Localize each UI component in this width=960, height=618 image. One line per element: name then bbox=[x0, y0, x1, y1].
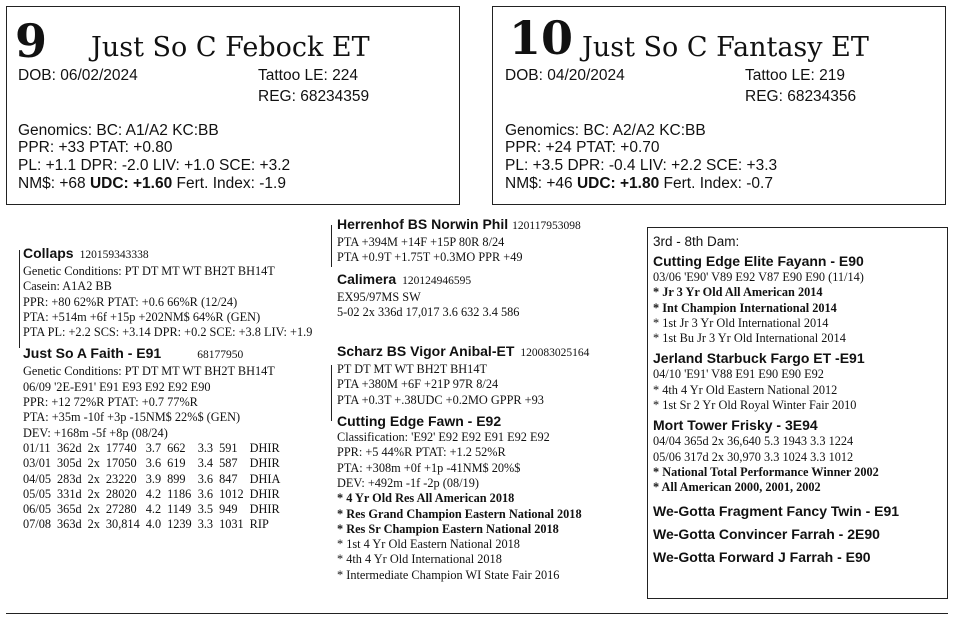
granddam-name: Calimera bbox=[337, 270, 397, 287]
text-line: PTA +394M +14F +15P 80R 8/24 bbox=[337, 235, 505, 249]
record-cell: 283d bbox=[57, 471, 82, 486]
record-cell: 847 bbox=[219, 471, 238, 486]
record-cell: 363d bbox=[57, 517, 82, 532]
left-bracket-line bbox=[19, 250, 20, 348]
udc-value: UDC: +1.80 bbox=[576, 175, 660, 192]
udc-value: UDC: +1.60 bbox=[89, 175, 173, 192]
text-line: PTA: +514m +6f +15p +202NM$ 64%R (GEN) bbox=[23, 309, 261, 324]
record-cell: 1031 bbox=[219, 517, 244, 532]
middle-bracket-line-2 bbox=[331, 365, 332, 421]
granddam-reg: 120124946595 bbox=[402, 274, 472, 287]
record-cell: 2x bbox=[87, 456, 100, 471]
sire-heading bbox=[23, 244, 333, 264]
text-line: PTA: +308m +0f +1p -41NM$ 20%$ bbox=[337, 460, 521, 475]
text-line: PTA PL: +2.2 SCS: +3.14 DPR: +0.2 SCE: +3.8 LIV: +1.9 bbox=[23, 325, 313, 340]
text-line: PPR: +5 44%R PTAT: +1.2 52%R bbox=[337, 445, 506, 460]
fert-value: Fert. Index: -0.7 bbox=[659, 175, 773, 192]
record-row bbox=[23, 487, 286, 502]
record-cell: 2x bbox=[87, 486, 100, 501]
maternal-granddam-heading bbox=[337, 412, 647, 430]
text-line: PPR: +80 62%R PTAT: +0.6 66%R (12/24) bbox=[23, 294, 238, 309]
dam-heading bbox=[23, 344, 333, 364]
record-cell: 01/11 bbox=[23, 440, 51, 455]
record-cell: 362d bbox=[57, 440, 82, 455]
record-cell: 662 bbox=[167, 440, 186, 455]
record-cell: 331d bbox=[57, 486, 82, 501]
record-cell: 4.2 bbox=[145, 502, 162, 517]
maternal-grandsire-reg: 120083025164 bbox=[520, 347, 590, 360]
award-line: * 4 Yr Old Res All American 2018 bbox=[337, 491, 515, 506]
dam-7-heading: We-Gotta Convincer Farrah - 2E90 bbox=[653, 525, 880, 542]
text-line: PPR: +12 72%R PTAT: +0.7 77%R bbox=[23, 395, 198, 410]
text-line: 04/10 'E91' V88 E91 E90 E90 E92 bbox=[653, 367, 824, 382]
record-cell: 3.7 bbox=[145, 440, 162, 455]
record-cell: 587 bbox=[219, 456, 238, 471]
record-cell: DHIR bbox=[249, 440, 280, 455]
dam-8-heading: We-Gotta Forward J Farrah - E90 bbox=[653, 548, 871, 565]
record-cell: 365d bbox=[57, 502, 82, 517]
record-cell: 1012 bbox=[219, 486, 244, 501]
record-cell: 30,814 bbox=[105, 517, 140, 532]
lot-name: Just So C Febock ET bbox=[91, 32, 370, 63]
dams-title: 3rd - 8th Dam: bbox=[653, 234, 740, 249]
record-cell: 1186 bbox=[167, 486, 192, 501]
record-cell: 06/05 bbox=[23, 502, 52, 517]
record-cell: 3.4 bbox=[197, 456, 214, 471]
record-cell: 17740 bbox=[105, 440, 137, 455]
dam-4-heading: Jerland Starbuck Fargo ET -E91 bbox=[653, 350, 865, 367]
text-line: PTA +380M +6F +21P 97R 8/24 bbox=[337, 377, 499, 392]
text-line: 06/09 '2E-E91' E91 E93 E92 E92 E90 bbox=[23, 379, 211, 394]
dams-box bbox=[647, 227, 948, 599]
record-cell: 05/05 bbox=[23, 486, 52, 501]
record-cell: 4.2 bbox=[145, 486, 162, 501]
grandsire-name: Herrenhof BS Norwin Phil bbox=[337, 216, 509, 232]
record-cell: 3.9 bbox=[145, 471, 162, 486]
middle-bracket-line-1 bbox=[331, 225, 332, 267]
record-cell: 2x bbox=[87, 471, 100, 486]
record-cell: DHIR bbox=[249, 456, 280, 471]
granddam-heading bbox=[337, 270, 647, 290]
text-line: Casein: A1A2 BB bbox=[23, 279, 112, 294]
record-cell: 3.3 bbox=[197, 517, 214, 532]
production-records-table bbox=[23, 441, 286, 533]
record-cell: 07/08 bbox=[23, 517, 52, 532]
record-cell: 619 bbox=[167, 456, 186, 471]
award-line: * Intermediate Champion WI State Fair 2016 bbox=[337, 567, 560, 582]
record-cell: DHIA bbox=[249, 471, 281, 486]
record-cell: 3.6 bbox=[145, 456, 162, 471]
record-cell: 3.5 bbox=[197, 502, 214, 517]
fert-value: Fert. Index: -1.9 bbox=[172, 175, 286, 192]
dam-name: Just So A Faith - E91 bbox=[23, 345, 162, 362]
nm-value: NM$: +68 bbox=[18, 175, 90, 192]
dam-5-heading: Mort Tower Frisky - 3E94 bbox=[653, 417, 818, 434]
text-line: DEV: +168m -5f +8p (08/24) bbox=[23, 425, 168, 440]
record-cell: 27280 bbox=[105, 502, 137, 517]
record-cell: 899 bbox=[167, 471, 186, 486]
award-line: * All American 2000, 2001, 2002 bbox=[653, 480, 821, 495]
dob: DOB: 06/02/2024 bbox=[18, 67, 138, 84]
lot-9-card bbox=[6, 6, 460, 205]
award-line: * 4th 4 Yr Old International 2018 bbox=[337, 552, 502, 567]
text-line: 04/04 365d 2x 36,640 5.3 1943 3.3 1224 bbox=[653, 434, 854, 449]
record-cell: 28020 bbox=[105, 486, 137, 501]
record-cell: DHIR bbox=[249, 486, 280, 501]
registration: REG: 68234356 bbox=[745, 88, 857, 105]
text-line: Genetic Conditions: PT DT MT WT BH2T BH14T bbox=[23, 264, 275, 278]
dam-6-heading: We-Gotta Fragment Fancy Twin - E91 bbox=[653, 502, 900, 519]
sire-name: Collaps bbox=[23, 245, 74, 261]
award-line: * 4th 4 Yr Old Eastern National 2012 bbox=[653, 382, 838, 397]
nm-value: NM$: +46 bbox=[505, 175, 577, 192]
record-row bbox=[23, 456, 286, 471]
nm-udc-fert bbox=[505, 176, 773, 192]
left-column bbox=[23, 241, 333, 533]
lot-10-card bbox=[492, 6, 946, 205]
record-cell: 3.6 bbox=[197, 471, 214, 486]
award-line: * Jr 3 Yr Old All American 2014 bbox=[653, 285, 823, 300]
lot-number: 9 bbox=[15, 14, 48, 68]
grandsire-heading bbox=[337, 215, 647, 235]
record-row bbox=[23, 441, 286, 456]
lot-number: 10 bbox=[509, 11, 574, 65]
record-cell: 1149 bbox=[167, 502, 192, 517]
text-line: DEV: +492m -1f -2p (08/19) bbox=[337, 475, 479, 490]
dam-3-heading: Cutting Edge Elite Fayann - E90 bbox=[653, 253, 864, 269]
record-cell: 1239 bbox=[167, 517, 192, 532]
maternal-grandsire-name: Scharz BS Vigor Anibal-ET bbox=[337, 343, 515, 360]
record-cell: 2x bbox=[87, 440, 100, 455]
dob: DOB: 04/20/2024 bbox=[505, 67, 625, 84]
dam-reg: 68177950 bbox=[197, 349, 244, 362]
text-line: PTA: +35m -10f +3p -15NM$ 22%$ (GEN) bbox=[23, 410, 241, 425]
award-line: * 1st Sr 2 Yr Old Royal Winter Fair 2010 bbox=[653, 398, 857, 413]
award-line: * 1st Bu Jr 3 Yr Old International 2014 bbox=[653, 331, 846, 346]
text-line: EX95/97MS SW bbox=[337, 289, 421, 304]
dams-content bbox=[653, 234, 945, 566]
maternal-grandsire-heading bbox=[337, 342, 647, 362]
text-line: 03/06 'E90' V89 E92 V87 E90 E90 (11/14) bbox=[653, 270, 864, 284]
genomics: Genomics: BC: A2/A2 KC:BB bbox=[505, 122, 706, 139]
maternal-granddam-name: Cutting Edge Fawn - E92 bbox=[337, 413, 502, 430]
tattoo: Tattoo LE: 219 bbox=[745, 67, 845, 84]
middle-column bbox=[337, 215, 647, 583]
text-line: 05/06 317d 2x 30,970 3.3 1024 3.3 1012 bbox=[653, 449, 854, 464]
sire-reg: 120159343338 bbox=[79, 249, 149, 261]
record-row bbox=[23, 502, 286, 517]
record-cell: 949 bbox=[219, 502, 238, 517]
registration: REG: 68234359 bbox=[258, 88, 370, 105]
award-line: * National Total Performance Winner 2002 bbox=[653, 464, 879, 479]
record-row bbox=[23, 472, 286, 487]
nm-udc-fert bbox=[18, 176, 286, 192]
record-cell: DHIR bbox=[249, 502, 280, 517]
record-cell: 591 bbox=[219, 440, 238, 455]
text-line: 5-02 2x 336d 17,017 3.6 632 3.4 586 bbox=[337, 304, 520, 319]
record-cell: 305d bbox=[57, 456, 82, 471]
text-line: Classification: 'E92' E92 E92 E91 E92 E92 bbox=[337, 430, 550, 445]
award-line: * Res Sr Champion Eastern National 2018 bbox=[337, 521, 559, 536]
genomics: Genomics: BC: A1/A2 KC:BB bbox=[18, 122, 219, 139]
text-line: Genetic Conditions: PT DT MT WT BH2T BH14T bbox=[23, 364, 275, 379]
award-line: * 1st Jr 3 Yr Old International 2014 bbox=[653, 315, 829, 330]
award-line: * 1st 4 Yr Old Eastern National 2018 bbox=[337, 537, 520, 552]
grandsire-reg: 120117953098 bbox=[512, 220, 581, 232]
record-cell: RIP bbox=[249, 517, 269, 532]
text-line: PTA +0.9T +1.75T +0.3MO PPR +49 bbox=[337, 250, 523, 265]
record-cell: 4.0 bbox=[145, 517, 162, 532]
record-cell: 03/01 bbox=[23, 456, 52, 471]
award-line: * Res Grand Champion Eastern National 2018 bbox=[337, 506, 582, 521]
award-line: * Int Champion International 2014 bbox=[653, 300, 837, 315]
lot-name: Just So C Fantasy ET bbox=[582, 32, 869, 63]
text-line: PT DT MT WT BH2T BH14T bbox=[337, 362, 487, 377]
pl: PL: +3.5 DPR: -0.4 LIV: +2.2 SCE: +3.3 bbox=[505, 157, 778, 174]
record-cell: 23220 bbox=[105, 471, 137, 486]
ppr: PPR: +24 PTAT: +0.70 bbox=[505, 139, 660, 156]
text-line: PTA +0.3T +.38UDC +0.2MO GPPR +93 bbox=[337, 392, 544, 407]
record-cell: 2x bbox=[87, 502, 100, 517]
record-row bbox=[23, 517, 286, 532]
pl: PL: +1.1 DPR: -2.0 LIV: +1.0 SCE: +3.2 bbox=[18, 157, 291, 174]
bottom-divider bbox=[6, 613, 948, 614]
tattoo: Tattoo LE: 224 bbox=[258, 67, 358, 84]
ppr: PPR: +33 PTAT: +0.80 bbox=[18, 139, 173, 156]
record-cell: 2x bbox=[87, 517, 100, 532]
record-cell: 3.6 bbox=[197, 486, 214, 501]
record-cell: 17050 bbox=[105, 456, 137, 471]
record-cell: 3.3 bbox=[197, 440, 214, 455]
record-cell: 04/05 bbox=[23, 471, 52, 486]
